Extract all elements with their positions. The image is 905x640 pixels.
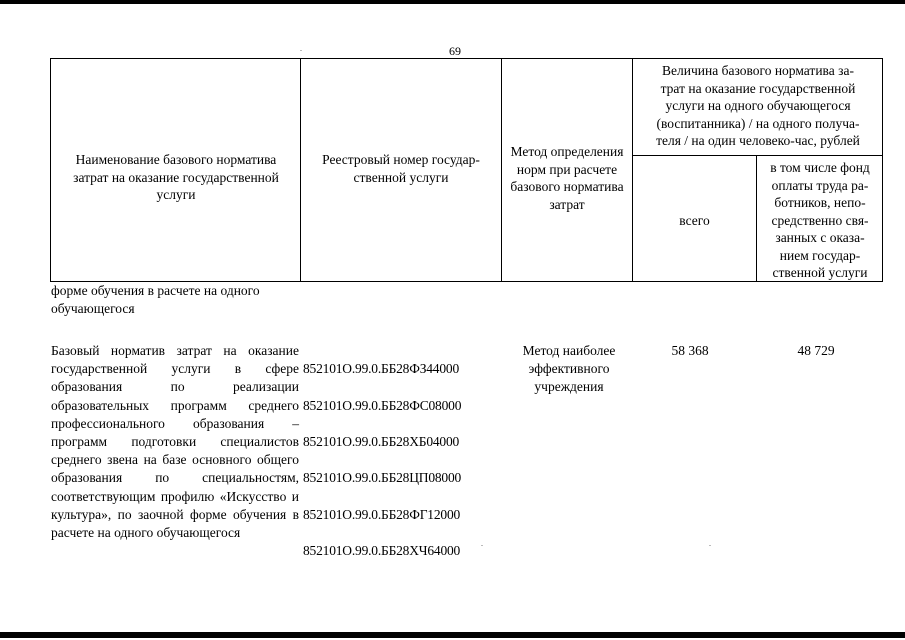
col-divider-1	[300, 58, 301, 282]
registry-number: 852101О.99.0.ББ28ФС08000	[303, 397, 462, 413]
row-method-cell: Метод наиболее эффективного учреждения	[522, 343, 616, 395]
continuation-text: форме обучения в расчете на одного обучающегося	[51, 283, 260, 317]
row-total-value: 58 368	[671, 343, 709, 358]
header-registry-column: Реестровый номер государ- ственной услуги	[322, 152, 480, 185]
registry-number: 852101О.99.0.ББ28ЦП08000	[303, 470, 462, 486]
value-group-divider	[632, 155, 883, 156]
row-incl-value: 48 729	[797, 343, 835, 358]
row-name-cell: Базовый норматив затрат на оказание государственной услуги в сфере образования по реализации образовательных программ среднего профессионального образования – программ подготовки специалистов среднего звена на базе основного общего образования по специальностям, соответствующим профилю «Искусство и культура», по заочной форме обучения в расчете на одного обучающегося	[51, 343, 299, 541]
row-registry-numbers	[303, 342, 503, 579]
header-value-group: Величина базового норматива за- трат на оказание государственной услуги на одного обучающегося (воспитанника) / на одного получа- теля / на один человеко-час, рублей	[656, 63, 860, 148]
header-total-column: всего	[679, 213, 710, 228]
col-divider-left	[50, 58, 51, 282]
scan-speck	[709, 545, 711, 546]
registry-number: 852101О.99.0.ББ28ФГ12000	[303, 506, 461, 522]
col-divider-4	[756, 155, 757, 282]
scan-speck	[300, 50, 302, 51]
col-divider-right	[882, 58, 883, 282]
header-top-border	[50, 58, 883, 59]
header-method-column: Метод определения норм при расчете базового норматива затрат	[510, 144, 624, 212]
registry-number: 852101О.99.0.ББ28ХЧ64000	[303, 543, 461, 559]
scan-speck	[481, 545, 483, 546]
header-incl-column: в том числе фонд оплаты труда ра- ботников, непо- средственно свя- занных с оказа- нием государ- ственной услуги	[770, 160, 870, 280]
bottom-border-rule	[0, 632, 905, 638]
header-name-column: Наименование базового норматива затрат на оказание государственной услуги	[73, 152, 279, 202]
registry-number: 852101О.99.0.ББ28ХБ04000	[303, 434, 460, 450]
page-number: 69	[449, 44, 461, 58]
table-header	[50, 58, 883, 282]
top-border-rule	[0, 0, 905, 4]
col-divider-3	[632, 58, 633, 282]
registry-number: 852101О.99.0.ББ28ФЗ44000	[303, 361, 460, 377]
col-divider-2	[501, 58, 502, 282]
